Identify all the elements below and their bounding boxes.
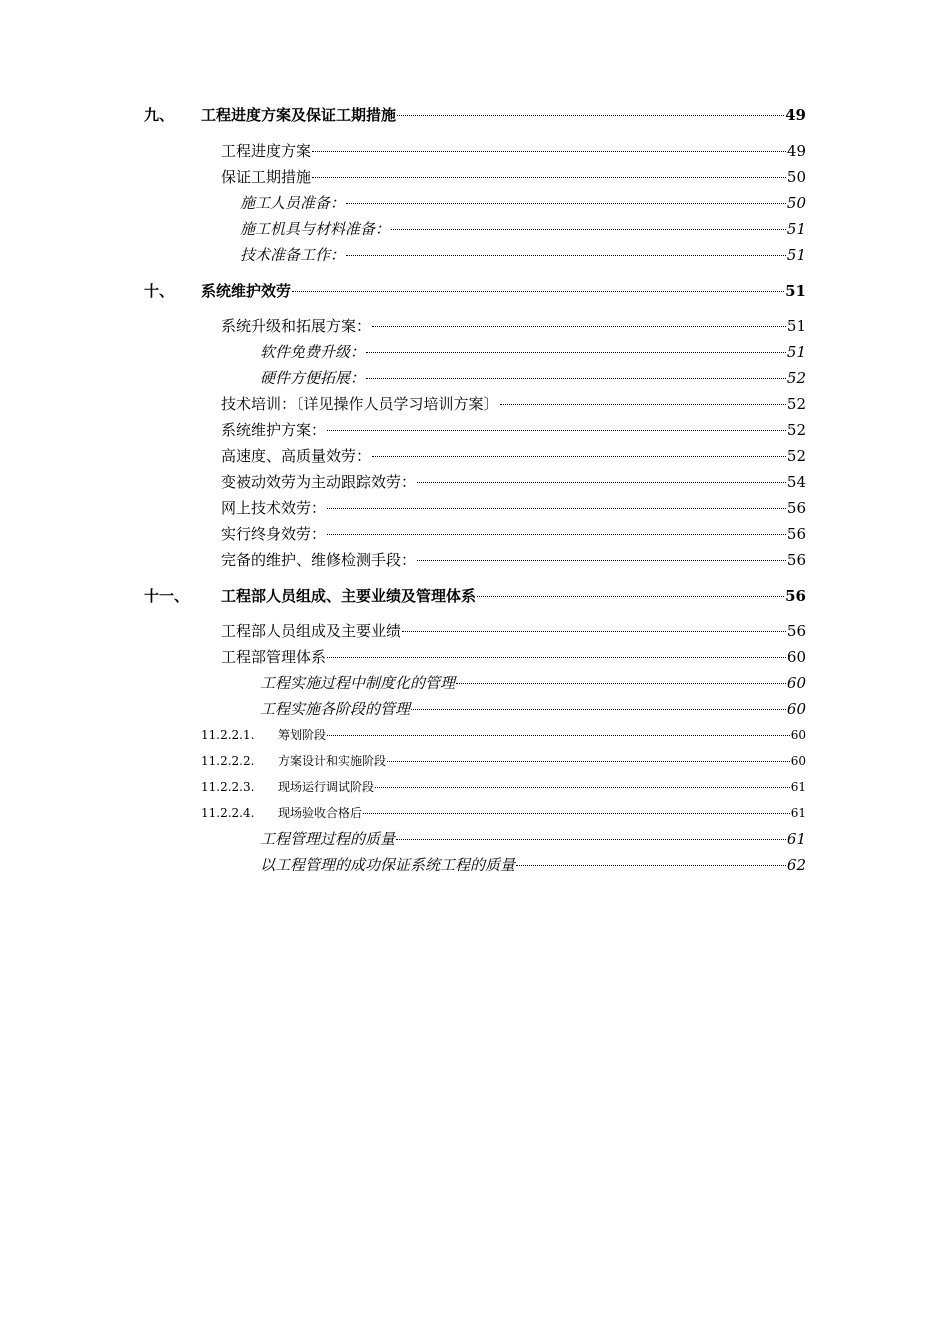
toc-entry[interactable] xyxy=(260,698,806,719)
dot-leader xyxy=(402,631,786,632)
dot-leader xyxy=(372,456,786,457)
toc-entry-page: 50 xyxy=(786,194,806,212)
toc-entry-page: 50 xyxy=(786,168,806,186)
dot-leader xyxy=(391,229,786,230)
toc-entry[interactable] xyxy=(221,549,806,570)
toc-entry-title: 系统维护方案： xyxy=(221,421,327,439)
dot-leader xyxy=(346,255,786,256)
toc-entry-number: 十一、 xyxy=(144,587,190,605)
toc-entry-title: 工程实施各阶段的管理 xyxy=(260,700,411,718)
dot-leader xyxy=(516,865,786,866)
toc-entry-page: 56 xyxy=(785,587,806,605)
toc-entry-title: 工程实施过程中制度化的管理 xyxy=(260,674,456,692)
dot-leader xyxy=(363,813,790,814)
dot-leader xyxy=(312,177,786,178)
toc-entry[interactable] xyxy=(201,804,806,821)
toc-entry-title: 施工人员准备： xyxy=(240,194,346,212)
dot-leader xyxy=(500,404,786,405)
toc-entry-title: 方案设计和实施阶段 xyxy=(278,754,387,768)
toc-entry-number: 11.2.2.3. xyxy=(201,780,255,794)
dot-leader xyxy=(411,709,786,710)
toc-entry-title: 保证工期措施 xyxy=(221,168,312,186)
toc-entry-page: 60 xyxy=(790,728,806,742)
dot-leader xyxy=(327,508,786,509)
toc-entry-page: 60 xyxy=(786,700,806,718)
toc-entry[interactable] xyxy=(260,341,806,362)
toc-entry-page: 61 xyxy=(790,780,806,794)
toc-entry-number: 九、 xyxy=(144,106,175,124)
toc-entry-chapter-10[interactable] xyxy=(144,280,806,301)
toc-entry[interactable] xyxy=(221,497,806,518)
dot-leader xyxy=(346,203,786,204)
toc-entry-title: 工程部管理体系 xyxy=(221,648,327,666)
toc-entry-page: 56 xyxy=(786,499,806,517)
toc-entry[interactable] xyxy=(221,393,806,414)
toc-entry-page: 56 xyxy=(786,525,806,543)
toc-entry-number: 11.2.2.4. xyxy=(201,806,255,820)
toc-entry[interactable] xyxy=(201,752,806,769)
toc-entry-page: 56 xyxy=(786,622,806,640)
toc-entry[interactable] xyxy=(221,646,806,667)
toc-entry-title: 筹划阶段 xyxy=(278,728,327,742)
toc-entry-title: 施工机具与材料准备： xyxy=(240,220,391,238)
toc-entry-page: 60 xyxy=(786,674,806,692)
dot-leader xyxy=(327,534,786,535)
dot-leader xyxy=(396,839,786,840)
toc-entry[interactable] xyxy=(240,218,806,239)
toc-entry-title: 现场运行调试阶段 xyxy=(278,780,375,794)
dot-leader xyxy=(477,596,784,597)
toc-entry-title: 技术培训：〔详见操作人员学习培训方案〕 xyxy=(221,395,499,413)
toc-entry-page: 52 xyxy=(786,447,806,465)
toc-entry-title: 技术准备工作： xyxy=(240,246,346,264)
toc-entry-page: 60 xyxy=(790,754,806,768)
dot-leader xyxy=(375,787,790,788)
toc-entry[interactable] xyxy=(260,672,806,693)
toc-entry-number: 十、 xyxy=(144,282,175,300)
toc-entry-title: 高速度、高质量效劳： xyxy=(221,447,372,465)
toc-entry[interactable] xyxy=(221,166,806,187)
toc-entry[interactable] xyxy=(201,726,806,743)
toc-entry[interactable] xyxy=(240,244,806,265)
toc-entry-chapter-11[interactable] xyxy=(144,585,806,606)
toc-entry[interactable] xyxy=(260,828,806,849)
dot-leader xyxy=(372,326,786,327)
toc-entry[interactable] xyxy=(221,140,806,161)
toc-entry[interactable] xyxy=(260,854,806,875)
toc-entry-page: 52 xyxy=(786,421,806,439)
dot-leader xyxy=(366,352,786,353)
toc-entry[interactable] xyxy=(221,419,806,440)
dot-leader xyxy=(327,735,790,736)
dot-leader xyxy=(327,657,786,658)
toc-entry-title: 软件免费升级： xyxy=(260,343,366,361)
toc-entry[interactable] xyxy=(221,445,806,466)
toc-entry-page: 51 xyxy=(785,282,806,300)
dot-leader xyxy=(312,151,786,152)
toc-entry-page: 56 xyxy=(786,551,806,569)
toc-entry[interactable] xyxy=(260,367,806,388)
toc-entry-title: 系统升级和拓展方案： xyxy=(221,317,372,335)
toc-entry-page: 51 xyxy=(786,317,806,335)
toc-entry-title: 工程部人员组成及主要业绩 xyxy=(221,622,402,640)
toc-entry-page: 52 xyxy=(786,369,806,387)
toc-entry-title: 网上技术效劳： xyxy=(221,499,327,517)
toc-entry[interactable] xyxy=(240,192,806,213)
dot-leader xyxy=(417,482,786,483)
toc-entry-title: 工程管理过程的质量 xyxy=(260,830,396,848)
toc-entry-page: 51 xyxy=(786,246,806,264)
toc-entry-page: 51 xyxy=(786,220,806,238)
toc-entry-title: 完备的维护、维修检测手段： xyxy=(221,551,417,569)
toc-entry[interactable] xyxy=(201,778,806,795)
toc-entry-title: 现场验收合格后 xyxy=(278,806,363,820)
dot-leader xyxy=(397,115,784,116)
toc-entry-title: 实行终身效劳： xyxy=(221,525,327,543)
dot-leader xyxy=(366,378,786,379)
dot-leader xyxy=(327,430,786,431)
toc-entry-title: 工程部人员组成、主要业绩及管理体系 xyxy=(221,587,477,605)
toc-entry-page: 62 xyxy=(786,856,806,874)
toc-entry[interactable] xyxy=(221,471,806,492)
toc-entry[interactable] xyxy=(221,523,806,544)
dot-leader xyxy=(456,683,786,684)
toc-entry-title: 以工程管理的成功保证系统工程的质量 xyxy=(260,856,516,874)
toc-entry-title: 硬件方便拓展： xyxy=(260,369,366,387)
toc-entry-page: 61 xyxy=(786,830,806,848)
dot-leader xyxy=(387,761,790,762)
toc-entry[interactable] xyxy=(221,620,806,641)
dot-leader xyxy=(292,291,784,292)
toc-entry-page: 49 xyxy=(786,142,806,160)
toc-entry-page: 49 xyxy=(785,106,806,124)
toc-entry-page: 52 xyxy=(786,395,806,413)
toc-entry-page: 61 xyxy=(790,806,806,820)
toc-entry-chapter-9[interactable] xyxy=(144,104,806,125)
toc-entry-page: 54 xyxy=(786,473,806,491)
toc-entry-title: 工程进度方案 xyxy=(221,142,312,160)
toc-entry-title: 变被动效劳为主动跟踪效劳： xyxy=(221,473,417,491)
toc-entry-page: 60 xyxy=(786,648,806,666)
toc-entry[interactable] xyxy=(221,315,806,336)
dot-leader xyxy=(417,560,786,561)
toc-entry-title: 工程进度方案及保证工期措施 xyxy=(201,106,397,124)
toc-entry-title: 系统维护效劳 xyxy=(201,282,292,300)
toc-entry-number: 11.2.2.1. xyxy=(201,728,255,742)
toc-entry-number: 11.2.2.2. xyxy=(201,754,255,768)
toc-entry-page: 51 xyxy=(786,343,806,361)
